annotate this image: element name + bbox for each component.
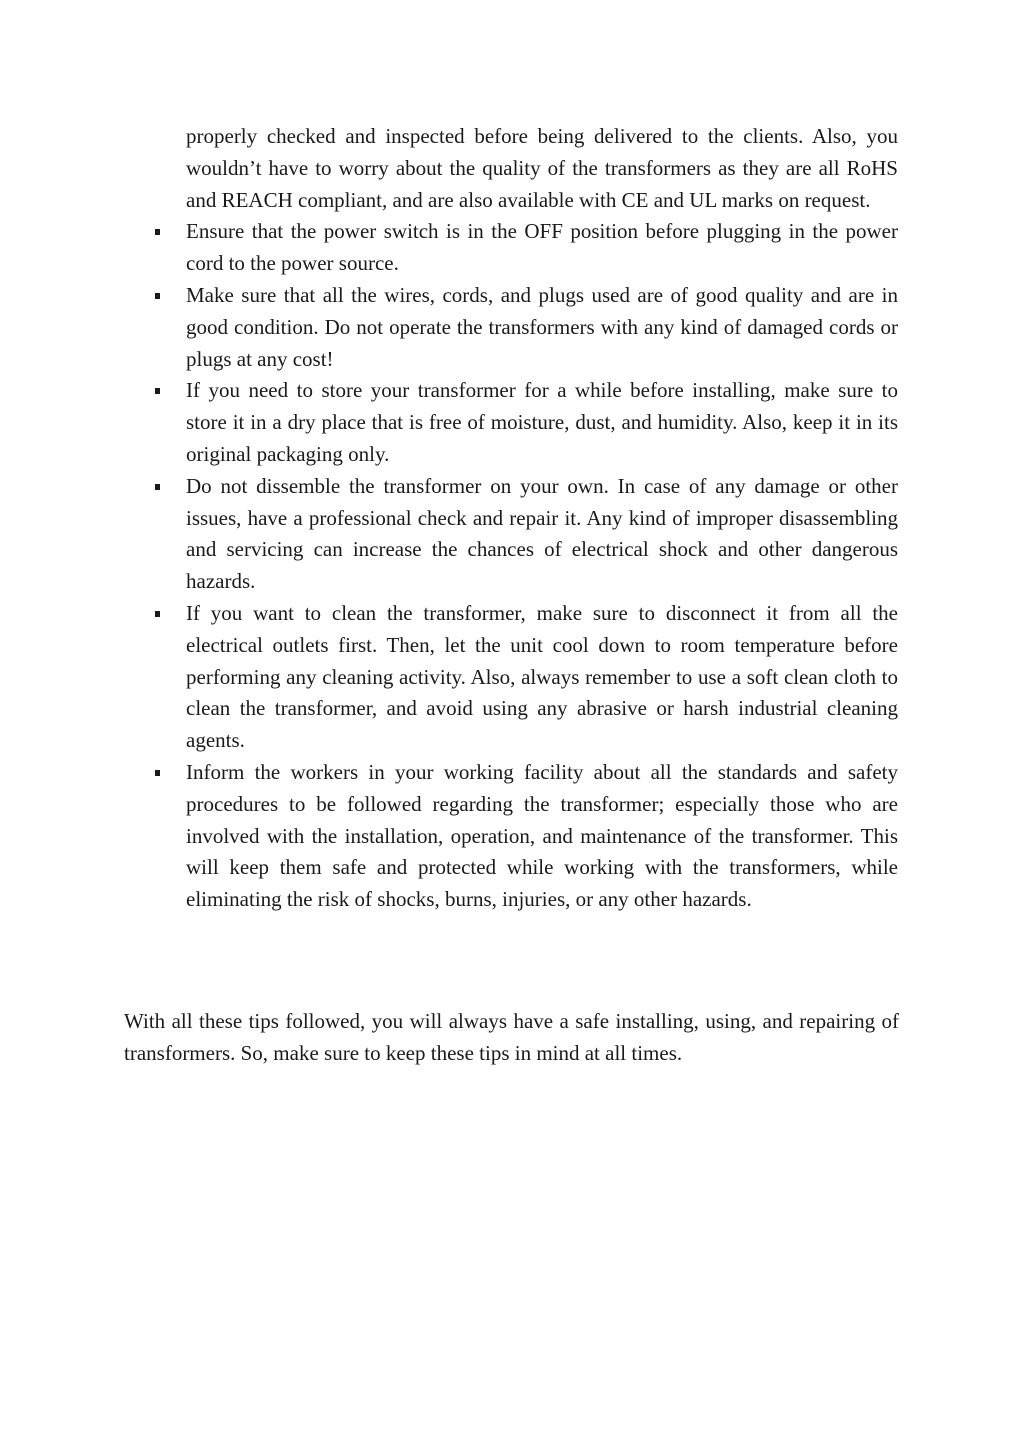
bullet-icon bbox=[155, 484, 160, 490]
bullet-icon bbox=[155, 388, 160, 394]
bullet-icon bbox=[155, 229, 160, 235]
list-item-text: Inform the workers in your working facility about all the standards and safety procedures to be followed regarding the transformer; especially those who are involved with the installation, operation, and maintenance of the transformer. This will keep them safe and protected while working with the transformers, while eliminating the risk of shocks, burns, injuries, or any other hazards. bbox=[186, 759, 898, 912]
list-item-text: Ensure that the power switch is in the OFF position before plugging in the power cord to the power source. bbox=[186, 219, 898, 276]
list-item bbox=[0, 375, 1023, 470]
list-item-text: If you need to store your transformer for a while before installing, make sure to store it in a dry place that is free of moisture, dust, and humidity. Also, keep it in its original packaging only. bbox=[186, 378, 898, 466]
list-item-text: properly checked and inspected before being delivered to the clients. Also, you wouldn’t have to worry about the quality of the transformers as they are all RoHS and REACH compliant, and are also available with CE and UL marks on request. bbox=[186, 124, 898, 212]
bullet-icon bbox=[155, 611, 160, 617]
list-item bbox=[0, 216, 1023, 280]
bullet-icon bbox=[155, 770, 160, 776]
safety-tips-list bbox=[0, 121, 1023, 916]
list-item bbox=[0, 598, 1023, 757]
closing-paragraph: With all these tips followed, you will always have a safe installing, using, and repairing of transformers. So, make sure to keep these tips in mind at all times. bbox=[124, 1009, 899, 1065]
list-item-text: Do not dissemble the transformer on your own. In case of any damage or other issues, have a professional check and repair it. Any kind of improper disassembling and servicing can increase the chances of electrical shock and other dangerous hazards. bbox=[186, 473, 898, 594]
list-item-text: Make sure that all the wires, cords, and plugs used are of good quality and are in good condition. Do not operate the transformers with any kind of damaged cords or plugs at any cost! bbox=[186, 282, 898, 371]
list-item bbox=[0, 471, 1023, 598]
list-item bbox=[0, 280, 1023, 375]
list-item-text: If you want to clean the transformer, make sure to disconnect it from all the electrical outlets first. Then, let the unit cool down to room temperature before performing any cleaning activity. Also, always remember to use a soft clean cloth to clean the transformer, and avoid using any abrasive or harsh industrial cleaning agents. bbox=[186, 600, 898, 753]
list-item bbox=[0, 757, 1023, 916]
bullet-icon bbox=[155, 293, 160, 299]
list-item-continuation bbox=[0, 121, 1023, 216]
